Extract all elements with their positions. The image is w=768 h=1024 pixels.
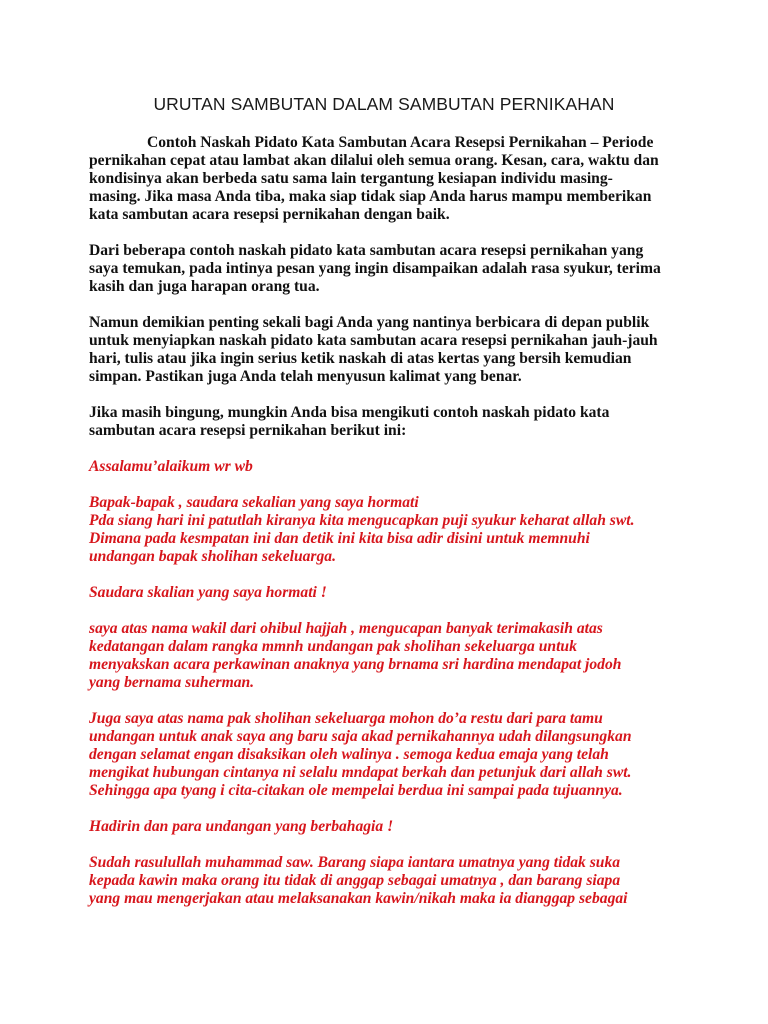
text-line: simpan. Pastikan juga Anda telah menyusun kalimat yang benar. — [89, 368, 522, 385]
text-line: Saudara skalian yang saya hormati ! — [89, 584, 327, 601]
intro-paragraph — [89, 314, 689, 386]
text-line: Sehingga apa tyang i cita-citakan ole mempelai berdua ini sampai pada tujuannya. — [89, 782, 623, 799]
text-line: Namun demikian penting sekali bagi Anda yang nantinya berbicara di depan publik — [89, 314, 650, 331]
speech-paragraph — [89, 458, 689, 476]
text-line: kepada kawin maka orang itu tidak di anggap sebagai umatnya , dan barang siapa — [89, 872, 621, 889]
document-body — [89, 134, 689, 926]
text-line: Bapak-bapak , saudara sekalian yang saya hormati — [89, 494, 419, 511]
text-line: Assalamu’alaikum wr wb — [89, 458, 253, 475]
speech-paragraph — [89, 620, 689, 692]
text-line: Sudah rasulullah muhammad saw. Barang siapa iantara umatnya yang tidak suka — [89, 854, 621, 871]
intro-paragraph — [89, 242, 689, 296]
text-line: Contoh Naskah Pidato Kata Sambutan Acara Resepsi Pernikahan – Periode — [147, 134, 654, 151]
text-line: saya atas nama wakil dari ohibul hajjah , mengucapan banyak terimakasih atas — [89, 620, 603, 637]
text-line: Dari beberapa contoh naskah pidato kata sambutan acara resepsi pernikahan yang — [89, 242, 644, 259]
document-title: URUTAN SAMBUTAN DALAM SAMBUTAN PERNIKAHAN — [153, 94, 615, 114]
text-line: undangan bapak sholihan sekeluarga. — [89, 548, 336, 565]
text-line: kedatangan dalam rangka mmnh undangan pak sholihan sekeluarga untuk — [89, 638, 577, 655]
speech-paragraph — [89, 818, 689, 836]
text-line: kata sambutan acara resepsi pernikahan dengan baik. — [89, 206, 450, 223]
text-line: Juga saya atas nama pak sholihan sekeluarga mohon do’a restu dari para tamu — [89, 710, 603, 727]
text-line: dengan selamat engan disaksikan oleh walinya . semoga kedua emaja yang telah — [89, 746, 609, 763]
text-line: untuk menyiapkan naskah pidato kata sambutan acara resepsi pernikahan jauh-jauh — [89, 332, 658, 349]
text-line: sambutan acara resepsi pernikahan berikut ini: — [89, 422, 407, 439]
speech-paragraph — [89, 854, 689, 908]
text-line: hari, tulis atau jika ingin serius ketik naskah di atas kertas yang bersih kemudian — [89, 350, 632, 367]
text-line: Jika masih bingung, mungkin Anda bisa mengikuti contoh naskah pidato kata — [89, 404, 610, 421]
text-line: pernikahan cepat atau lambat akan dilalui oleh semua orang. Kesan, cara, waktu dan — [89, 152, 659, 169]
speech-paragraph — [89, 494, 689, 566]
text-line: saya temukan, pada intinya pesan yang ingin disampaikan adalah rasa syukur, terima — [89, 260, 661, 277]
text-line: yang bernama suherman. — [89, 674, 255, 691]
text-line: Pda siang hari ini patutlah kiranya kita mengucapkan puji syukur keharat allah swt. — [89, 512, 635, 529]
text-line: menyakskan acara perkawinan anaknya yang brnama sri hardina mendapat jodoh — [89, 656, 622, 673]
text-line: mengikat hubungan cintanya ni selalu mndapat berkah dan petunjuk dari allah swt. — [89, 764, 632, 781]
text-line: kondisinya akan berbeda satu sama lain tergantung kesiapan individu masing- — [89, 170, 613, 187]
text-line: Hadirin dan para undangan yang berbahagia ! — [89, 818, 394, 835]
text-line: Dimana pada kesmpatan ini dan detik ini kita bisa adir disini untuk memnuhi — [89, 530, 590, 547]
text-line: masing. Jika masa Anda tiba, maka siap tidak siap Anda harus mampu memberikan — [89, 188, 652, 205]
intro-paragraph — [89, 134, 689, 224]
speech-paragraph — [89, 710, 689, 800]
text-line: yang mau mengerjakan atau melaksanakan kawin/nikah maka ia dianggap sebagai — [89, 890, 628, 907]
intro-paragraph — [89, 404, 689, 440]
text-line: kasih dan juga harapan orang tua. — [89, 278, 320, 295]
speech-paragraph — [89, 584, 689, 602]
text-line: undangan untuk anak saya ang baru saja akad pernikahannya udah dilangsungkan — [89, 728, 632, 745]
